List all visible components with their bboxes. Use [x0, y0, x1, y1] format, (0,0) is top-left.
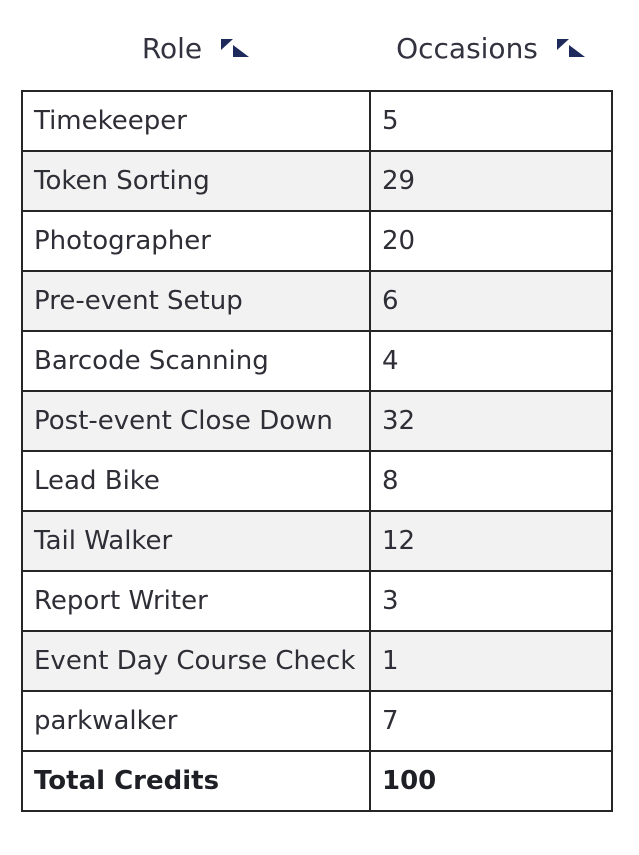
occasions-cell: 4 [370, 331, 612, 391]
occasions-cell: 20 [370, 211, 612, 271]
occasions-cell: 3 [370, 571, 612, 631]
role-cell: Event Day Course Check [22, 631, 370, 691]
role-cell: Photographer [22, 211, 370, 271]
sort-toggle-icon[interactable] [556, 38, 586, 58]
table-row [22, 211, 612, 271]
occasions-cell: 6 [370, 271, 612, 331]
role-column-header[interactable] [22, 18, 370, 91]
occasions-cell: 32 [370, 391, 612, 451]
table-row [22, 151, 612, 211]
table-row [22, 451, 612, 511]
role-cell: parkwalker [22, 691, 370, 751]
occasions-cell: 7 [370, 691, 612, 751]
role-cell: Token Sorting [22, 151, 370, 211]
occasions-cell: 29 [370, 151, 612, 211]
table-row [22, 91, 612, 151]
table-row [22, 691, 612, 751]
sort-toggle-icon[interactable] [220, 38, 250, 58]
role-cell: Report Writer [22, 571, 370, 631]
role-cell: Barcode Scanning [22, 331, 370, 391]
occasions-header-label: Occasions [396, 31, 538, 65]
table-row [22, 511, 612, 571]
role-header-label: Role [141, 31, 203, 65]
role-cell: Post-event Close Down [22, 391, 370, 451]
occasions-cell: 12 [370, 511, 612, 571]
table-header-row [22, 18, 612, 91]
occasions-cell: 1 [370, 631, 612, 691]
role-cell: Lead Bike [22, 451, 370, 511]
table-row [22, 331, 612, 391]
table-row [22, 271, 612, 331]
role-cell: Tail Walker [22, 511, 370, 571]
occasions-cell: 5 [370, 91, 612, 151]
total-row [22, 751, 612, 811]
table-row [22, 391, 612, 451]
total-label-cell: Total Credits [22, 751, 370, 811]
table-row [22, 631, 612, 691]
role-cell: Timekeeper [22, 91, 370, 151]
total-value-cell: 100 [370, 751, 612, 811]
occasions-column-header[interactable] [370, 18, 612, 91]
occasions-cell: 8 [370, 451, 612, 511]
table-row [22, 571, 612, 631]
volunteer-roles-table [21, 18, 613, 812]
role-cell: Pre-event Setup [22, 271, 370, 331]
